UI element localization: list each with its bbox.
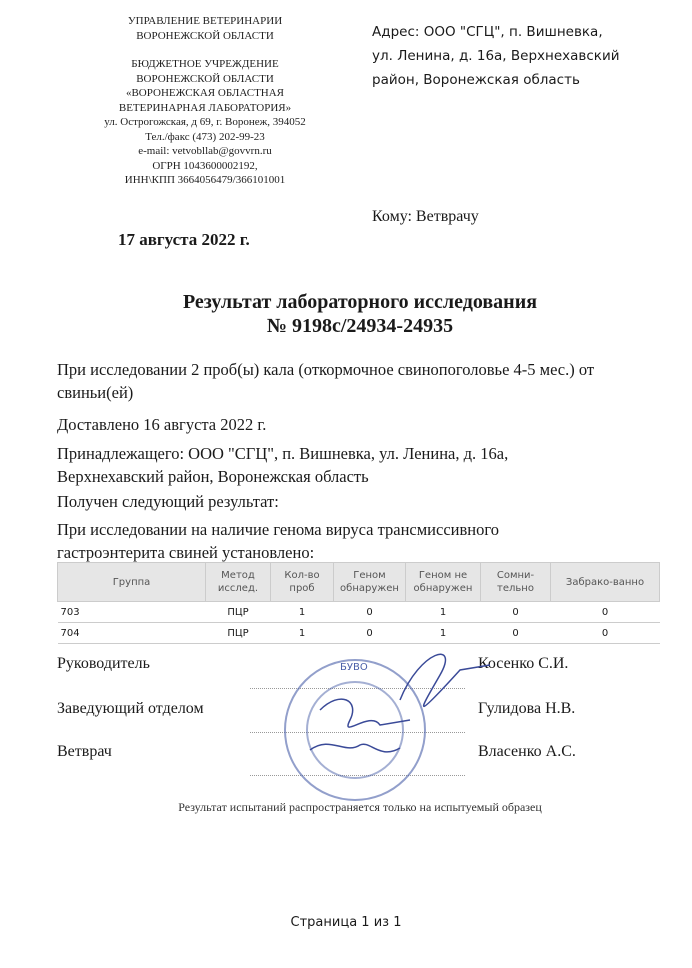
official-stamp: [285, 660, 425, 800]
signature-name: Гулидова Н.В.: [478, 700, 576, 717]
title-line: Результат лабораторного исследования: [182, 291, 538, 313]
recipient-address: [372, 20, 672, 92]
address-line: район, Воронежская область: [372, 72, 580, 88]
recipient: Кому: Ветврачу: [372, 208, 479, 225]
org-line: «ВОРОНЕЖСКАЯ ОБЛАСТНАЯ: [125, 87, 285, 99]
stamp-and-signatures: [270, 630, 510, 810]
cell: 1: [271, 602, 334, 623]
paragraph-study: При исследовании на наличие генома вируса трансмиссивного гастроэнтерита свиней установлено:: [57, 520, 499, 562]
cell: 1: [406, 623, 481, 644]
disclaimer-note: Результат испытаний распространяется только на испытуемый образец: [178, 800, 542, 814]
signature-role: Ветврач: [57, 743, 112, 760]
cell: 1: [271, 623, 334, 644]
cell: ПЦР: [206, 602, 271, 623]
org-email: e-mail: vetvobllab@govvrn.ru: [138, 145, 272, 157]
address-line: Адрес: ООО "СГЦ", п. Вишневка,: [372, 24, 603, 40]
org-line: БЮДЖЕТНОЕ УЧРЕЖДЕНИЕ: [131, 58, 279, 70]
column-header: Геном не обнаружен: [406, 563, 481, 602]
column-header: Сомни-тельно: [481, 563, 551, 602]
org-line: УПРАВЛЕНИЕ ВЕТЕРИНАРИИ: [127, 15, 283, 27]
org-phone: Тел./факс (473) 202-99-23: [145, 130, 265, 143]
organization-header: [60, 14, 350, 188]
page-number: Страница 1 из 1: [290, 915, 402, 930]
paragraph-owner: Принадлежащего: ООО "СГЦ", п. Вишневка, ул. Ленина, д. 16а, Верхнехавский район, Воронежская область: [57, 444, 509, 486]
org-inn: ИНН\КПП 3664056479/366101001: [124, 174, 286, 186]
paragraph-result: Получен следующий результат:: [57, 492, 279, 511]
address-line: ул. Ленина, д. 16а, Верхнехавский: [372, 48, 620, 64]
column-header: Геном обнаружен: [334, 563, 406, 602]
page-title: [0, 290, 692, 338]
cell: 0: [481, 623, 551, 644]
org-line: ВОРОНЕЖСКОЙ ОБЛАСТИ: [136, 72, 274, 85]
column-header: Кол-во проб: [271, 563, 334, 602]
signature-role: Заведующий отделом: [57, 700, 204, 717]
cell: 703: [58, 602, 206, 623]
cell: 0: [334, 602, 406, 623]
paragraph-delivered: Доставлено 16 августа 2022 г.: [57, 415, 267, 434]
document-date: 17 августа 2022 г.: [118, 230, 250, 249]
column-header: Забрако-ванно: [551, 563, 660, 602]
cell: 1: [406, 602, 481, 623]
org-address: ул. Острогожская, д 69, г. Воронеж, 394052: [104, 116, 306, 128]
cell: 0: [551, 602, 660, 623]
column-header: Метод исслед.: [206, 563, 271, 602]
cell: 0: [551, 623, 660, 644]
org-ogrn: ОГРН 1043600002192,: [152, 159, 258, 172]
svg-text:БУВО: БУВО: [340, 662, 368, 673]
cell: ПЦР: [206, 623, 271, 644]
table-header-row: [58, 563, 660, 602]
signature-name: Власенко А.С.: [478, 743, 576, 760]
org-line: ВОРОНЕЖСКОЙ ОБЛАСТИ: [136, 29, 274, 42]
document-number: № 9198с/24934-24935: [266, 315, 454, 337]
cell: 704: [58, 623, 206, 644]
signature-name: Косенко С.И.: [478, 655, 569, 672]
cell: 0: [334, 623, 406, 644]
column-header: Группа: [58, 563, 206, 602]
table-row: [58, 602, 660, 623]
paragraph-samples: При исследовании 2 проб(ы) кала (откормочное свинопоголовье 4-5 мес.) от свиньи(ей): [57, 360, 595, 402]
handwritten-signatures: [310, 654, 490, 752]
cell: 0: [481, 602, 551, 623]
org-line: ВЕТЕРИНАРНАЯ ЛАБОРАТОРИЯ»: [118, 101, 292, 114]
signature-role: Руководитель: [57, 655, 150, 672]
